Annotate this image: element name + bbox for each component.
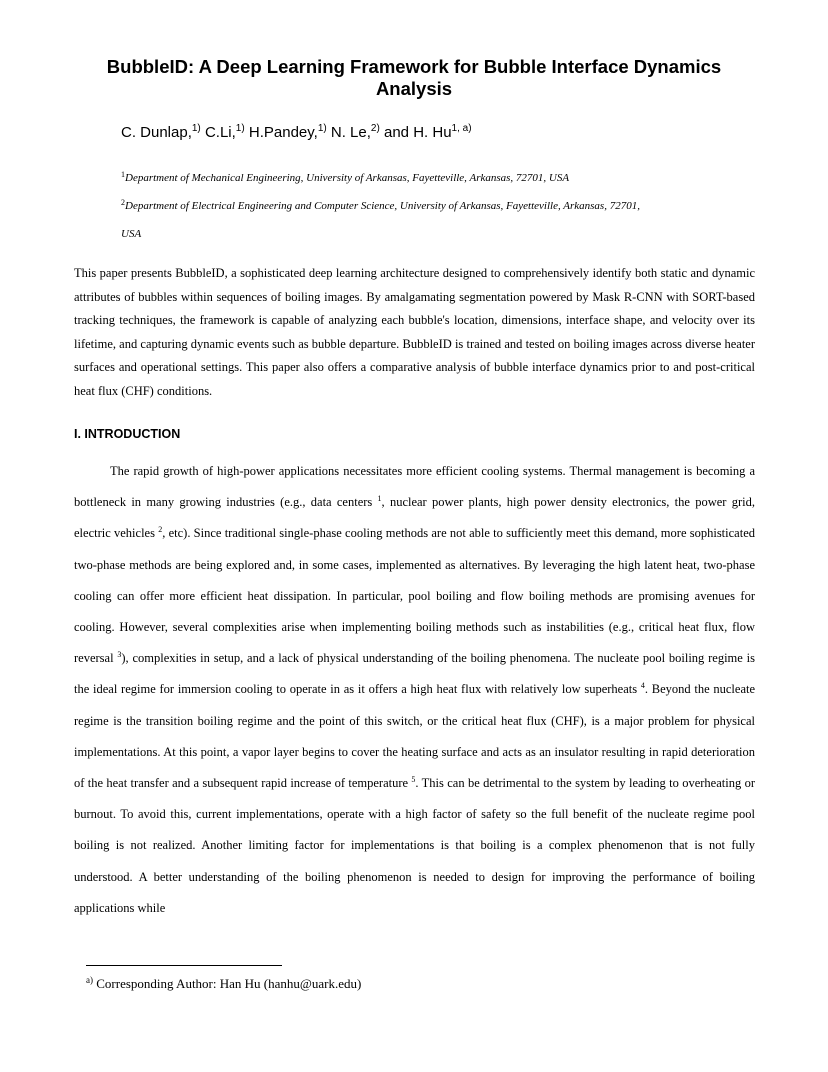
author-affiliation-mark: 2) [370, 123, 380, 134]
author: H.Pandey,$^{1)}$ [248, 123, 327, 141]
author-affiliation-mark: 1) [191, 123, 201, 134]
abstract: This paper presents BubbleID, a sophisticated deep learning architecture designed to comprehensively identify both static and dynamic attributes of bubbles within sequences of boiling images. By amalgamating segmentation powered by Mask R-CNN with SORT-based tracking techniques, the framework is capable of analyzing each bubble's location, dimensions, interface shape, and velocity over its lifetime, and capturing dynamic events such as bubble departure. BubbleID is trained and tested on boiling images across diverse heater surfaces and operational settings. This paper also offers a comparative analysis of bubble interface dynamics prior to and post-critical heat flux (CHF) conditions. [74, 266, 755, 398]
affiliation: $^1$Department of Mechanical Engineering, University of Arkansas, Fayetteville, Arkansas, 72701, USA [121, 170, 570, 184]
footnote-divider [86, 965, 282, 966]
footnote: $^{a)}$ Corresponding Author: Han Hu (hanhu@uark.edu) [86, 975, 362, 991]
section-heading: I. INTRODUCTION [74, 427, 181, 441]
author-list [121, 124, 472, 141]
author: H. Hu$^{1, a)}$ [413, 123, 472, 141]
citation-ref: 1 [377, 494, 382, 504]
affiliation-continuation: USA [121, 228, 142, 240]
footnote-mark: a) [86, 975, 93, 985]
affiliation: $^2$Department of Electrical Engineering and Computer Science, University of Arkansas, Fayetteville, Arkansas, 72701, [121, 198, 640, 212]
introduction-paragraph: The rapid growth of high-power applications necessitates more efficient cooling systems. Thermal management is becoming a bottleneck in many growing industries (e.g., data centers $^1$, nuclear power plants, high power density electronics, the power grid, electric vehicles $^2$, etc). Since traditional single-phase cooling methods are not able to sufficiently meet this demand, more sophisticated two-phase methods are being explored and, in some cases, implemented as alternatives. By leveraging the high latent heat, two-phase cooling can offer more efficient heat dissipation. In particular, pool boiling and flow boiling methods are promising avenues for cooling. However, several complexities arise when implementing boiling methods such as instabilities (e.g., critical heat flux, flow reversal $^3$), complexities in setup, and a lack of physical understanding of the boiling phenomena. The nucleate pool boiling regime is the ideal regime for immersion cooling to operate in as it offers a high heat flux with relatively low superheats $^4$. Beyond the nucleate regime is the transition boiling regime and the point of this switch, or the critical heat flux (CHF), is a major problem for physical implementations. At this point, a vapor layer begins to cover the heating surface and acts as an insulator resulting in rapid deterioration of the heat transfer and a subsequent rapid increase of temperature $^5$. This can be detrimental to the system by leading to overheating or burnout. To avoid this, current implementations, operate with a high factor of safety so the full benefit of the nucleate regime pool boiling is not realized. Another limiting factor for implementations is that boiling is a complex phenomenon that is not fully understood. A better understanding of the boiling phenomenon is needed to design for improving the performance of boiling applications while [74, 464, 756, 915]
author-affiliation-mark: 1) [317, 123, 327, 134]
author: C. Dunlap,$^{1)}$ [121, 123, 201, 141]
affiliation-mark: 1 [121, 170, 125, 179]
affiliation-mark: 2 [121, 198, 125, 207]
citation-ref: 4 [640, 681, 645, 691]
author-affiliation-mark: 1, a) [451, 123, 472, 134]
citation-ref: 3 [117, 650, 122, 660]
author: N. Le,$^{2)}$ and [330, 123, 414, 141]
paper-title: BubbleID: A Deep Learning Framework for Bubble Interface Dynamics Analysis [106, 56, 722, 99]
author-affiliation-mark: 1) [235, 123, 245, 134]
citation-ref: 2 [158, 525, 163, 535]
author: C.Li,$^{1)}$ [204, 123, 245, 141]
citation-ref: 5 [411, 775, 416, 785]
